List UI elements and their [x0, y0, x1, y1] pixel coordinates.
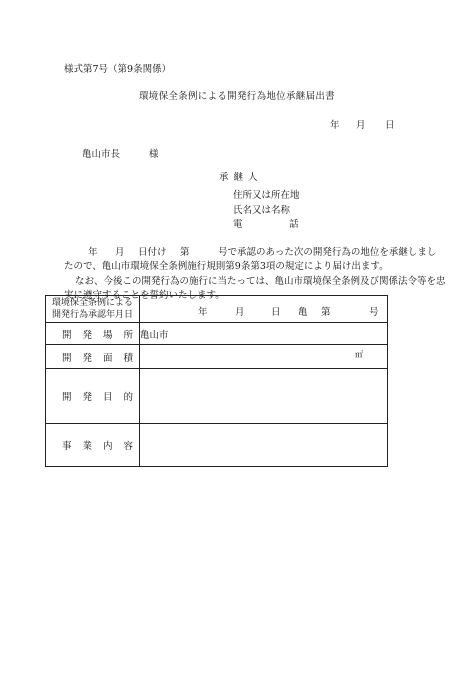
approval-city: 亀: [298, 307, 308, 318]
location-value: 亀山市: [140, 329, 169, 341]
area-unit: ㎡: [355, 350, 363, 359]
area-label-char: 発: [82, 352, 92, 364]
table-row-location: [46, 323, 388, 345]
area-field[interactable]: [140, 345, 388, 369]
table-row-business: [46, 424, 388, 467]
area-label-char: 積: [123, 352, 133, 364]
body-paragraph-1-cont: たので、亀山市環境保全条例施行規則第9条第3項の規定により届け出ます。: [64, 261, 389, 272]
area-label-char: 面: [102, 352, 113, 364]
addressee: [82, 146, 159, 160]
approval-label-line-1: 環境保全条例による: [51, 298, 133, 308]
purpose-label-char: 目: [102, 392, 113, 403]
business-label-char: 事: [62, 441, 72, 452]
successor-tel-label: [233, 216, 299, 230]
location-label-char: 場: [102, 329, 113, 341]
approval-year: 年: [198, 307, 208, 318]
business-field[interactable]: [140, 424, 388, 467]
approval-month: 月: [235, 307, 245, 318]
area-label: [46, 345, 140, 369]
location-label-char: 所: [123, 329, 133, 341]
date-month: 月: [356, 120, 366, 131]
location-label-char: 発: [82, 329, 92, 341]
p1-day: 日付け: [138, 247, 167, 258]
area-label-char: 開: [62, 352, 72, 364]
location-label: [46, 323, 140, 345]
tel-char-2: 話: [289, 219, 299, 230]
addressee-honorific: 様: [149, 149, 159, 160]
successor-heading: 承 継 人: [219, 172, 259, 183]
business-label-char: 内: [102, 441, 113, 452]
business-label-char: 業: [82, 441, 92, 452]
purpose-field[interactable]: [140, 369, 388, 424]
approval-number-suffix: 号: [369, 307, 379, 318]
p1-month: 月: [115, 247, 125, 258]
date-year: 年: [330, 120, 340, 131]
approval-date-field[interactable]: [140, 296, 388, 323]
purpose-label-char: 的: [123, 392, 133, 403]
business-label: [46, 424, 140, 467]
document-title: 環境保全条例による開発行為地位承継届出書: [138, 91, 335, 102]
location-label-char: 開: [62, 329, 72, 341]
form-number: 様式第7号（第9条関係）: [64, 64, 172, 75]
approval-date-label: [46, 296, 140, 323]
approval-number-prefix: 第: [321, 307, 331, 318]
tel-char-1: 電: [233, 219, 243, 230]
p1-rest: 号で承認のあった次の開発行為の地位を承継しまし: [218, 247, 437, 258]
purpose-label-char: 開: [62, 392, 72, 403]
table-row-purpose: [46, 369, 388, 424]
successor-address-label: 住所又は所在地: [233, 190, 300, 201]
approval-day: 日: [271, 307, 281, 318]
p1-number-prefix: 第: [180, 247, 190, 258]
addressee-name: 亀山市長: [82, 149, 121, 160]
approval-label-line-2: 開発行為承認年月日: [51, 310, 133, 320]
body-paragraph-2-cont: 実に遵守することを誓約いたします。: [64, 290, 225, 301]
successor-name-label: 氏名又は名称: [233, 205, 291, 216]
business-label-char: 容: [123, 441, 133, 452]
date-day: 日: [385, 120, 395, 131]
notification-table: [45, 295, 388, 467]
p1-year: 年: [88, 247, 98, 258]
purpose-label: [46, 369, 140, 424]
table-row-area: [46, 345, 388, 369]
purpose-label-char: 発: [82, 392, 92, 403]
location-field[interactable]: [140, 323, 388, 345]
table-row-approval-date: [46, 296, 388, 323]
body-paragraph-2: なお、今後この開発行為の施行に当たっては、亀山市環境保全条例及び関係法令等を忠: [75, 276, 446, 287]
